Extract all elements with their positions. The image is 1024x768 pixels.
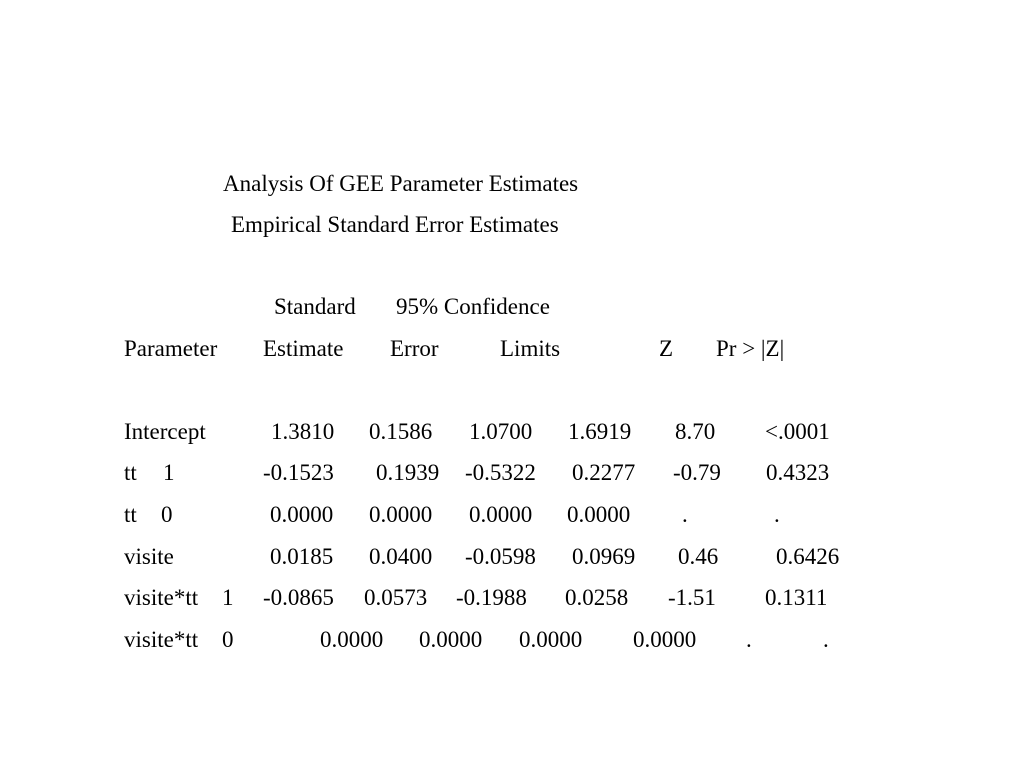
row-stderr: 0.1586 [369,419,433,444]
row-estimate: 0.0000 [320,627,384,652]
row-level: 1 [163,460,175,485]
row-z: 8.70 [675,419,716,444]
header-pr: Pr > |Z| [716,336,785,361]
row-estimate: -0.1523 [263,460,334,485]
row-p: 0.6426 [776,544,840,569]
row-level: 1 [222,585,234,610]
row-z: . [746,627,752,652]
row-z: -0.79 [673,460,721,485]
row-parameter: tt [124,502,137,527]
row-stderr: 0.1939 [376,460,440,485]
row-upper: 0.2277 [572,460,636,485]
row-parameter: visite*tt [124,585,199,610]
row-stderr: 0.0000 [369,502,433,527]
header-error: Error [390,336,439,361]
row-z: -1.51 [668,585,716,610]
row-lower: -0.1988 [456,585,527,610]
row-upper: 0.0000 [567,502,631,527]
row-upper: 0.0258 [565,585,629,610]
row-estimate: 0.0185 [270,544,334,569]
row-p: 0.1311 [765,585,828,610]
row-p: . [823,627,829,652]
header-confidence: 95% Confidence [396,294,550,319]
row-lower: 1.0700 [469,419,533,444]
row-stderr: 0.0400 [369,544,433,569]
row-upper: 0.0969 [572,544,636,569]
row-stderr: 0.0573 [364,585,428,610]
row-level: 0 [222,627,234,652]
row-z: 0.46 [678,544,719,569]
header-z: Z [659,336,674,361]
row-p: . [774,502,780,527]
row-estimate: 0.0000 [270,502,334,527]
table-subtitle: Empirical Standard Error Estimates [231,212,559,237]
row-lower: 0.0000 [519,627,583,652]
header-parameter: Parameter [124,336,218,361]
row-estimate: -0.0865 [263,585,334,610]
row-level: 0 [161,502,173,527]
header-limits: Limits [500,336,561,361]
row-p: 0.4323 [766,460,830,485]
row-upper: 0.0000 [633,627,697,652]
row-p: <.0001 [765,419,830,444]
row-parameter: visite [124,544,174,569]
row-z: . [682,502,688,527]
row-estimate: 1.3810 [271,419,335,444]
row-lower: 0.0000 [469,502,533,527]
row-parameter: Intercept [124,419,206,444]
header-estimate: Estimate [263,336,344,361]
row-upper: 1.6919 [568,419,632,444]
row-parameter: visite*tt [124,627,199,652]
row-lower: -0.0598 [465,544,536,569]
header-standard: Standard [274,294,356,319]
row-parameter: tt [124,460,137,485]
row-stderr: 0.0000 [419,627,483,652]
table-title: Analysis Of GEE Parameter Estimates [223,171,579,196]
row-lower: -0.5322 [465,460,536,485]
